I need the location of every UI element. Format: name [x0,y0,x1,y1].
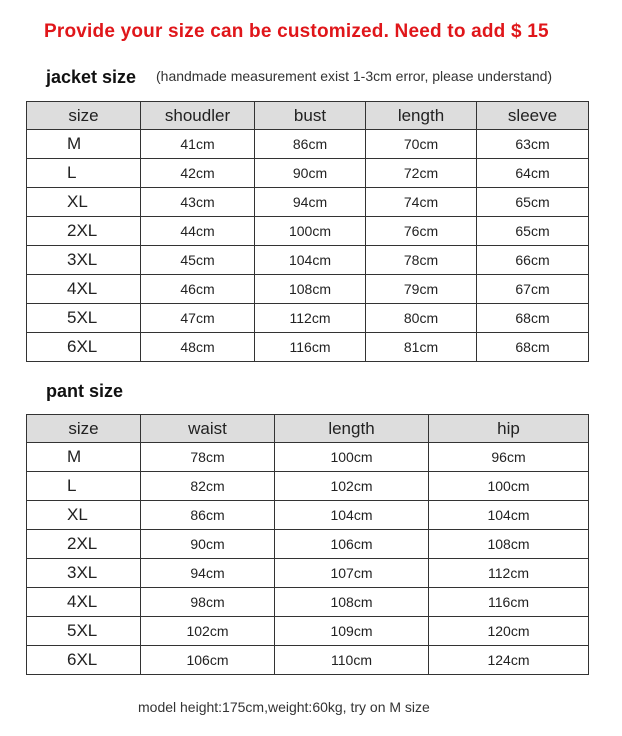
pant-cell-waist: 78cm [141,443,275,472]
jacket-cell-bust: 112cm [255,304,366,333]
pant-cell-size: 2XL [27,530,141,559]
jacket-cell-length: 72cm [366,159,477,188]
pant-cell-length: 106cm [275,530,429,559]
pant-cell-hip: 108cm [429,530,589,559]
jacket-cell-size: XL [27,188,141,217]
jacket-cell-bust: 86cm [255,130,366,159]
pant-header-length: length [275,415,429,443]
jacket-cell-sleeve: 67cm [477,275,589,304]
jacket-size-table [26,101,589,362]
pant-cell-length: 104cm [275,501,429,530]
jacket-header-shoudler: shoudler [141,102,255,130]
jacket-cell-bust: 116cm [255,333,366,362]
jacket-cell-sleeve: 68cm [477,333,589,362]
jacket-header-row [27,102,589,130]
jacket-cell-shoudler: 43cm [141,188,255,217]
pant-cell-size: 4XL [27,588,141,617]
pant-cell-waist: 106cm [141,646,275,675]
pant-row [27,617,589,646]
jacket-cell-length: 80cm [366,304,477,333]
jacket-cell-bust: 108cm [255,275,366,304]
pant-row [27,588,589,617]
pant-cell-hip: 100cm [429,472,589,501]
jacket-cell-sleeve: 66cm [477,246,589,275]
pant-cell-hip: 124cm [429,646,589,675]
pant-cell-length: 110cm [275,646,429,675]
pant-cell-size: 5XL [27,617,141,646]
jacket-row [27,217,589,246]
jacket-cell-bust: 94cm [255,188,366,217]
pant-cell-waist: 86cm [141,501,275,530]
jacket-cell-size: L [27,159,141,188]
pant-cell-hip: 104cm [429,501,589,530]
pant-header-row [27,415,589,443]
jacket-header-sleeve: sleeve [477,102,589,130]
pant-cell-size: L [27,472,141,501]
jacket-header-length: length [366,102,477,130]
jacket-cell-shoudler: 45cm [141,246,255,275]
jacket-cell-shoudler: 44cm [141,217,255,246]
jacket-cell-shoudler: 42cm [141,159,255,188]
jacket-row [27,130,589,159]
jacket-cell-bust: 100cm [255,217,366,246]
pant-row [27,530,589,559]
jacket-cell-sleeve: 65cm [477,217,589,246]
jacket-cell-sleeve: 65cm [477,188,589,217]
jacket-row [27,304,589,333]
pant-cell-size: 3XL [27,559,141,588]
customization-headline: Provide your size can be customized. Need to add $ 15 [44,21,549,42]
jacket-cell-sleeve: 63cm [477,130,589,159]
pant-cell-waist: 90cm [141,530,275,559]
pant-cell-size: 6XL [27,646,141,675]
jacket-row [27,333,589,362]
jacket-cell-length: 70cm [366,130,477,159]
jacket-cell-sleeve: 64cm [477,159,589,188]
pant-header-waist: waist [141,415,275,443]
model-info: model height:175cm,weight:60kg, try on M size [138,699,430,715]
jacket-row [27,159,589,188]
jacket-cell-bust: 104cm [255,246,366,275]
jacket-cell-shoudler: 47cm [141,304,255,333]
pant-cell-length: 109cm [275,617,429,646]
jacket-cell-size: 4XL [27,275,141,304]
pant-row [27,501,589,530]
jacket-cell-size: 6XL [27,333,141,362]
pant-cell-hip: 112cm [429,559,589,588]
pant-cell-hip: 116cm [429,588,589,617]
pant-row [27,646,589,675]
jacket-cell-shoudler: 46cm [141,275,255,304]
jacket-cell-size: 3XL [27,246,141,275]
pant-cell-hip: 96cm [429,443,589,472]
pant-row [27,559,589,588]
jacket-row [27,275,589,304]
jacket-cell-length: 78cm [366,246,477,275]
jacket-cell-size: 5XL [27,304,141,333]
jacket-cell-length: 79cm [366,275,477,304]
jacket-header-size: size [27,102,141,130]
jacket-cell-shoudler: 41cm [141,130,255,159]
pant-cell-length: 102cm [275,472,429,501]
pant-cell-size: XL [27,501,141,530]
jacket-cell-size: 2XL [27,217,141,246]
jacket-cell-length: 81cm [366,333,477,362]
pant-header-size: size [27,415,141,443]
pant-cell-size: M [27,443,141,472]
jacket-cell-size: M [27,130,141,159]
jacket-size-title: jacket size [46,67,137,87]
pant-cell-hip: 120cm [429,617,589,646]
pant-size-title: pant size [46,381,124,401]
pant-cell-waist: 82cm [141,472,275,501]
pant-cell-waist: 98cm [141,588,275,617]
pant-size-table [26,414,589,675]
pant-cell-length: 108cm [275,588,429,617]
measurement-note: (handmade measurement exist 1-3cm error, please understand) [156,68,553,84]
pant-header-hip: hip [429,415,589,443]
jacket-row [27,188,589,217]
pant-cell-length: 100cm [275,443,429,472]
jacket-cell-length: 74cm [366,188,477,217]
pant-cell-waist: 94cm [141,559,275,588]
jacket-cell-length: 76cm [366,217,477,246]
jacket-cell-sleeve: 68cm [477,304,589,333]
pant-cell-waist: 102cm [141,617,275,646]
pant-cell-length: 107cm [275,559,429,588]
jacket-cell-shoudler: 48cm [141,333,255,362]
jacket-row [27,246,589,275]
jacket-cell-bust: 90cm [255,159,366,188]
jacket-header-bust: bust [255,102,366,130]
pant-row [27,443,589,472]
pant-row [27,472,589,501]
